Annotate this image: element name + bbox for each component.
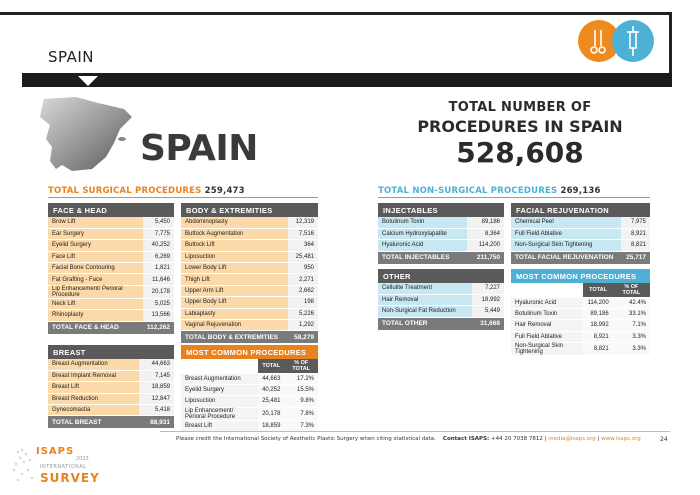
col-total: TOTAL xyxy=(258,359,284,373)
row-label: Facial Bone Contouring xyxy=(48,263,143,274)
row-label: Upper Arm Lift xyxy=(181,285,288,296)
table-row xyxy=(48,263,174,274)
table-title: FACE & HEAD xyxy=(48,203,174,217)
row-label: Rhinoplasty xyxy=(48,310,143,321)
total-label: TOTAL FACIAL REJUVENATION xyxy=(511,251,621,264)
row-value: 11,646 xyxy=(143,274,174,285)
row-label: Non-Surgical Skin Tightening xyxy=(511,343,583,356)
row-label: Hair Removal xyxy=(511,320,583,331)
other-table xyxy=(378,269,504,331)
header-frame xyxy=(22,12,672,76)
table-row xyxy=(181,263,318,274)
logo-year: 2023 xyxy=(76,456,89,462)
face-head-table xyxy=(48,203,174,335)
row-value: 5,025 xyxy=(143,298,174,309)
row-value: 8,921 xyxy=(621,228,650,239)
col-pct: % OF TOTAL xyxy=(613,283,650,297)
row-label: Gynecomastia xyxy=(48,405,139,416)
row-pct: 7.3% xyxy=(284,420,318,431)
surgical-heading-value: 259,473 xyxy=(204,186,245,196)
total-label: TOTAL BODY & EXTREMITIES xyxy=(181,331,288,344)
row-label: Thigh Lift xyxy=(181,274,288,285)
table-row xyxy=(511,217,650,228)
row-label: Hair Removal xyxy=(378,294,472,305)
table-title: INJECTABLES xyxy=(378,203,504,217)
row-label: Buttock Augmentation xyxy=(181,228,288,239)
row-label: Upper Body Lift xyxy=(181,297,288,308)
row-label: Eyelid Surgery xyxy=(181,384,258,395)
row-total: 18,859 xyxy=(258,420,284,431)
row-pct: 15.5% xyxy=(284,384,318,395)
row-value: 198 xyxy=(288,297,318,308)
table-row xyxy=(48,298,174,309)
surgical-heading-label: TOTAL SURGICAL PROCEDURES xyxy=(48,186,202,196)
row-label: Full Field Ablative xyxy=(511,331,583,342)
table-row xyxy=(378,306,504,317)
table-row xyxy=(378,294,504,305)
row-label: Buttock Lift xyxy=(181,240,288,251)
row-label: Botulinum Toxin xyxy=(378,217,467,228)
row-value: 13,566 xyxy=(143,310,174,321)
table-row xyxy=(378,240,504,251)
row-label: Abdominoplasty xyxy=(181,217,288,228)
table-title: FACIAL REJUVENATION xyxy=(511,203,650,217)
facial-rejuvenation-table xyxy=(511,203,650,265)
body-extremities-table xyxy=(181,203,318,344)
row-value: 40,252 xyxy=(143,240,174,251)
row-label: Labiaplasty xyxy=(181,308,288,319)
total-heading-line2: PROCEDURES IN SPAIN xyxy=(417,117,623,136)
table-row xyxy=(181,373,318,384)
row-value: 5,450 xyxy=(143,217,174,228)
row-label: Breast Implant Removal xyxy=(48,370,139,381)
footer-credit xyxy=(176,436,641,442)
row-value: 1,821 xyxy=(143,263,174,274)
row-value: 8,821 xyxy=(621,240,650,251)
row-value: 2,662 xyxy=(288,285,318,296)
spain-map-icon xyxy=(36,95,136,175)
row-label: Chemical Peel xyxy=(511,217,621,228)
footer-credit-text: Please credit the International Society of Aesthetic Plastic Surgery when citing statistical data. xyxy=(176,436,436,442)
row-label: Botulinum Toxin xyxy=(511,308,583,319)
row-pct: 17.2% xyxy=(284,373,318,384)
table-row xyxy=(181,320,318,331)
table-row xyxy=(48,217,174,228)
row-total: 25,481 xyxy=(258,396,284,407)
row-value: 44,663 xyxy=(139,359,174,370)
row-total: 8,921 xyxy=(583,331,612,342)
table-row xyxy=(48,310,174,321)
row-value: 7,775 xyxy=(143,228,174,239)
col-pct: % OF TOTAL xyxy=(284,359,318,373)
row-value: 20,178 xyxy=(143,285,174,298)
footer-rule xyxy=(160,431,670,432)
country-name: SPAIN xyxy=(140,128,258,169)
row-pct: 7.1% xyxy=(613,320,650,331)
row-pct: 3.3% xyxy=(613,343,650,356)
total-value: 112,262 xyxy=(143,321,174,334)
footer-contact-phone: +44 20 7038 7812 | xyxy=(491,436,547,442)
row-label: Breast Reduction xyxy=(48,393,139,404)
row-value: 8,364 xyxy=(467,228,504,239)
table-row xyxy=(181,217,318,228)
total-procedures-value: 528,608 xyxy=(456,136,584,169)
table-row xyxy=(378,228,504,239)
total-label: TOTAL OTHER xyxy=(378,317,472,330)
table-row xyxy=(511,228,650,239)
table-row xyxy=(181,251,318,262)
row-label: Full Field Ablative xyxy=(511,228,621,239)
table-row xyxy=(511,331,650,342)
table-row xyxy=(48,382,174,393)
row-value: 114,200 xyxy=(467,240,504,251)
table-row xyxy=(511,240,650,251)
injectables-table xyxy=(378,203,504,265)
syringe-icon xyxy=(612,20,654,62)
row-value: 25,481 xyxy=(288,251,318,262)
table-title: MOST COMMON PROCEDURES xyxy=(181,345,318,359)
total-procedures-block xyxy=(400,100,640,169)
table-row xyxy=(181,384,318,395)
table-title: OTHER xyxy=(378,269,504,283)
row-label: Lip Enhancement/ Perioral Procedure xyxy=(181,407,258,420)
row-pct: 7.8% xyxy=(284,407,318,420)
table-row xyxy=(378,217,504,228)
footer-web-link[interactable]: www.isaps.org xyxy=(601,436,641,442)
row-label: Face Lift xyxy=(48,251,143,262)
total-label: TOTAL FACE & HEAD xyxy=(48,321,143,334)
row-pct: 9.8% xyxy=(284,396,318,407)
total-value: 31,668 xyxy=(472,317,504,330)
total-heading-line1: TOTAL NUMBER OF xyxy=(448,100,592,115)
page-number: 24 xyxy=(660,436,668,443)
total-label: TOTAL INJECTABLES xyxy=(378,251,467,264)
table-row xyxy=(48,285,174,298)
table-row xyxy=(181,420,318,431)
row-value: 5,226 xyxy=(288,308,318,319)
row-value: 364 xyxy=(288,240,318,251)
table-row xyxy=(378,283,504,294)
row-label: Calcium Hydroxylapatite xyxy=(378,228,467,239)
table-row xyxy=(181,396,318,407)
row-label: Hyaluronic Acid xyxy=(511,297,583,308)
table-row xyxy=(511,343,650,356)
row-label: Cellulite Treatment xyxy=(378,283,472,294)
row-pct: 33.1% xyxy=(613,308,650,319)
nonsurgical-heading-value: 269,136 xyxy=(560,186,601,196)
most-common-surgical-table xyxy=(181,345,318,432)
row-value: 12,847 xyxy=(139,393,174,404)
row-value: 2,271 xyxy=(288,274,318,285)
row-label: Non-Surgical Skin Tightening xyxy=(511,240,621,251)
row-label: Hyaluronic Acid xyxy=(378,240,467,251)
logo-brand: ISAPS xyxy=(36,446,75,457)
row-total: 44,663 xyxy=(258,373,284,384)
row-value: 950 xyxy=(288,263,318,274)
row-pct: 3.3% xyxy=(613,331,650,342)
footer-separator: | xyxy=(597,436,600,442)
table-row xyxy=(181,297,318,308)
total-value: 211,750 xyxy=(467,251,504,264)
surgical-heading xyxy=(48,186,245,196)
row-value: 7,227 xyxy=(472,283,504,294)
total-value: 25,717 xyxy=(621,251,650,264)
table-row xyxy=(48,370,174,381)
row-value: 7,516 xyxy=(288,228,318,239)
header-notch xyxy=(78,76,98,86)
table-row xyxy=(181,228,318,239)
footer-email-link[interactable]: media@isaps.org xyxy=(548,436,596,442)
total-value: 88,931 xyxy=(139,416,174,429)
footer-contact-label: Contact ISAPS: xyxy=(442,436,490,442)
row-label: Brow Lift xyxy=(48,217,143,228)
table-row xyxy=(48,405,174,416)
table-row xyxy=(48,228,174,239)
row-value: 7,975 xyxy=(621,217,650,228)
row-label: Fat Grafting - Face xyxy=(48,274,143,285)
logo-survey: SURVEY xyxy=(40,471,100,485)
header-dark-band xyxy=(22,73,672,87)
row-label: Breast Augmentation xyxy=(48,359,139,370)
table-row xyxy=(48,274,174,285)
row-value: 89,186 xyxy=(467,217,504,228)
row-value: 12,319 xyxy=(288,217,318,228)
row-label: Breast Lift xyxy=(181,420,258,431)
row-value: 7,145 xyxy=(139,370,174,381)
row-label: Breast Lift xyxy=(48,382,139,393)
table-row xyxy=(181,285,318,296)
row-total: 18,992 xyxy=(583,320,612,331)
table-row xyxy=(48,240,174,251)
row-label: Breast Augmentation xyxy=(181,373,258,384)
nonsurgical-rule xyxy=(378,197,650,198)
nonsurgical-heading xyxy=(378,186,601,196)
breast-table xyxy=(48,345,174,429)
row-total: 89,186 xyxy=(583,308,612,319)
nonsurgical-heading-label: TOTAL NON-SURGICAL PROCEDURES xyxy=(378,186,558,196)
row-value: 6,269 xyxy=(143,251,174,262)
row-total: 8,821 xyxy=(583,343,612,356)
table-row xyxy=(48,251,174,262)
row-value: 5,449 xyxy=(472,306,504,317)
table-row xyxy=(181,308,318,319)
row-value: 18,992 xyxy=(472,294,504,305)
table-row xyxy=(511,320,650,331)
row-total: 114,200 xyxy=(583,297,612,308)
table-title: MOST COMMON PROCEDURES xyxy=(511,269,650,283)
total-label: TOTAL BREAST xyxy=(48,416,139,429)
table-row xyxy=(181,407,318,420)
row-label: Liposuction xyxy=(181,396,258,407)
table-row xyxy=(181,274,318,285)
most-common-nonsurgical-table xyxy=(511,269,650,356)
table-row xyxy=(511,308,650,319)
row-label: Ear Surgery xyxy=(48,228,143,239)
table-row xyxy=(48,393,174,404)
col-total: TOTAL xyxy=(583,283,612,297)
row-label: Lower Body Lift xyxy=(181,263,288,274)
row-total: 40,252 xyxy=(258,384,284,395)
table-row xyxy=(511,297,650,308)
logo-line: INTERNATIONAL xyxy=(40,464,87,470)
total-value: 58,279 xyxy=(288,331,318,344)
row-label: Eyelid Surgery xyxy=(48,240,143,251)
table-title: BODY & EXTREMITIES xyxy=(181,203,318,217)
table-row xyxy=(181,240,318,251)
row-pct: 42.4% xyxy=(613,297,650,308)
row-label: Liposuction xyxy=(181,251,288,262)
row-label: Vaginal Rejuvenation xyxy=(181,320,288,331)
surgical-rule xyxy=(48,197,318,198)
row-label: Non-Surgical Fat Reduction xyxy=(378,306,472,317)
row-label: Neck Lift xyxy=(48,298,143,309)
header-title: SPAIN xyxy=(48,48,95,66)
row-total: 20,178 xyxy=(258,407,284,420)
table-title: BREAST xyxy=(48,345,174,359)
row-value: 5,418 xyxy=(139,405,174,416)
row-value: 1,292 xyxy=(288,320,318,331)
table-row xyxy=(48,359,174,370)
row-label: Lip Enhancement/ Perioral Procedure xyxy=(48,285,143,298)
row-value: 18,859 xyxy=(139,382,174,393)
